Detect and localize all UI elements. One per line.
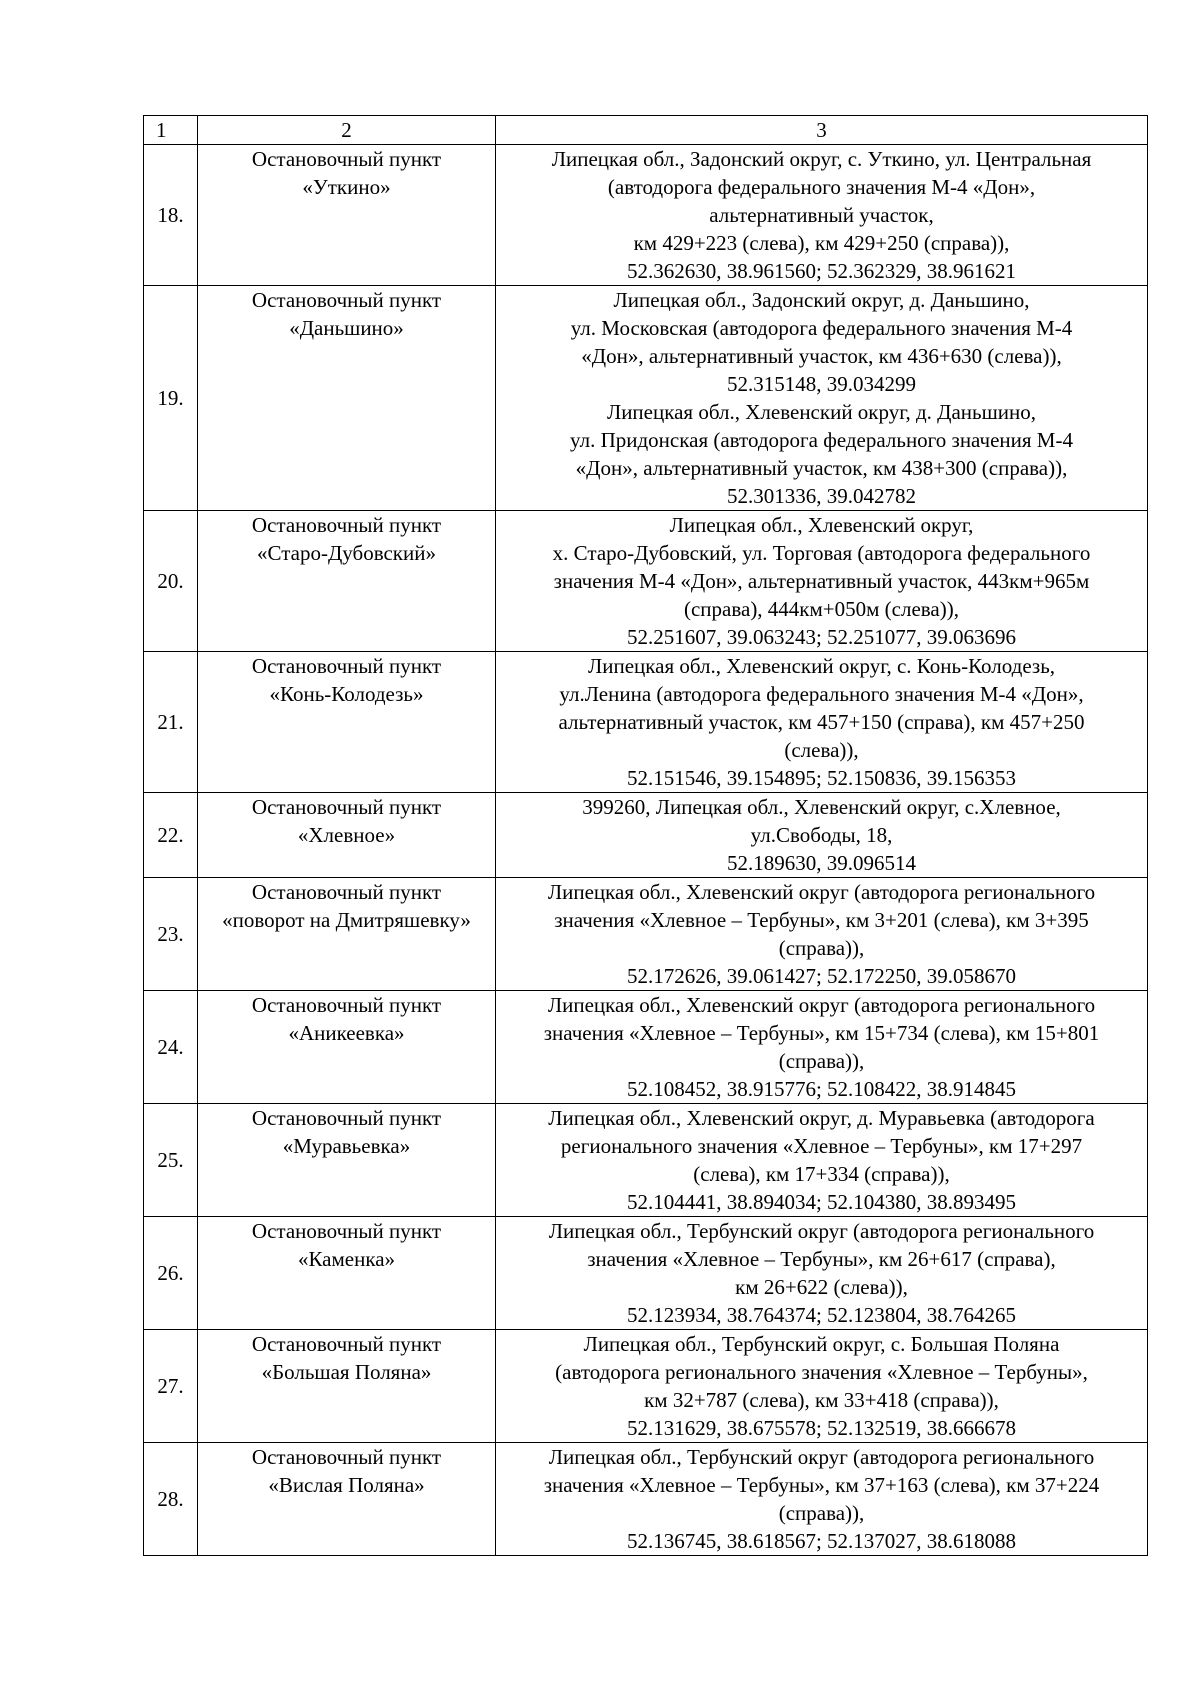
stop-name-line: «Муравьевка»: [282, 1134, 411, 1158]
stop-address-line: км 32+787 (слева), км 33+418 (справа)),: [644, 1388, 999, 1412]
stop-name-line: «поворот на Дмитряшевку»: [222, 908, 471, 932]
stop-address-line: Липецкая обл., Хлевенский округ (автодорога регионального: [547, 880, 1096, 904]
stop-name-cell: [198, 1443, 496, 1556]
stop-address-line: (справа), 444км+050м (слева)),: [683, 597, 959, 621]
stop-name-line: Остановочный пункт: [251, 1106, 442, 1130]
header-col-2: 2: [198, 116, 496, 145]
stop-name-line: «Даньшино»: [289, 316, 404, 340]
stop-name-cell: [198, 1330, 496, 1443]
stop-address-line: (слева), км 17+334 (справа)),: [693, 1162, 950, 1186]
stop-name-line: «Хлевное»: [297, 823, 396, 847]
stop-address-line: 52.251607, 39.063243; 52.251077, 39.063696: [626, 625, 1017, 649]
stop-address-line: км 429+223 (слева), км 429+250 (справа)),: [633, 231, 1010, 255]
row-number: 25.: [144, 1104, 198, 1217]
stop-name-line: «Уткино»: [302, 175, 391, 199]
stop-name-cell: [198, 652, 496, 793]
stop-address-line: ул.Свободы, 18,: [750, 823, 893, 847]
stop-address-line: 52.123934, 38.764374; 52.123804, 38.764265: [626, 1303, 1017, 1327]
stop-address-line: Липецкая обл., Хлевенский округ, с. Конь-Колодезь,: [587, 654, 1056, 678]
row-number: 24.: [144, 991, 198, 1104]
table-row: [144, 793, 1148, 878]
row-number: 26.: [144, 1217, 198, 1330]
stop-address-cell: [496, 793, 1148, 878]
stop-address-line: х. Старо-Дубовский, ул. Торговая (автодорога федерального: [552, 541, 1091, 565]
stop-address-cell: [496, 145, 1148, 286]
stop-name-line: «Каменка»: [297, 1247, 396, 1271]
stop-address-line: Липецкая обл., Тербунский округ, с. Большая Поляна: [583, 1332, 1060, 1356]
stop-name-line: Остановочный пункт: [251, 147, 442, 171]
row-number: 20.: [144, 511, 198, 652]
stop-address-line: км 26+622 (слева)),: [735, 1275, 908, 1299]
stop-address-cell: [496, 652, 1148, 793]
stop-name-line: Остановочный пункт: [251, 654, 442, 678]
stop-name-line: «Аникеевка»: [288, 1021, 405, 1045]
stop-name-line: Остановочный пункт: [251, 795, 442, 819]
stop-address-line: ул. Придонская (автодорога федерального значения М-4: [570, 428, 1073, 452]
table-row: [144, 145, 1148, 286]
header-col-1: 1: [144, 116, 198, 145]
stop-address-line: Липецкая обл., Хлевенский округ, д. Муравьевка (автодорога: [548, 1106, 1095, 1130]
stop-address-line: (справа)),: [778, 1049, 865, 1073]
stop-address-cell: [496, 1443, 1148, 1556]
table-row: [144, 286, 1148, 511]
row-number: 27.: [144, 1330, 198, 1443]
stop-address-line: (автодорога регионального значения «Хлевное – Тербуны»,: [555, 1360, 1088, 1384]
stop-address-line: значения «Хлевное – Тербуны», км 26+617 (справа),: [587, 1247, 1056, 1271]
stop-name-cell: [198, 511, 496, 652]
stop-name-line: «Большая Поляна»: [261, 1360, 432, 1384]
stop-address-line: 52.315148, 39.034299: [727, 372, 916, 396]
stop-name-line: «Старо-Дубовский»: [256, 541, 436, 565]
stop-address-line: Липецкая обл., Задонский округ, д. Даньшино,: [613, 288, 1030, 312]
stop-address-line: (автодорога федерального значения М-4 «Дон»,: [607, 175, 1036, 199]
stop-address-cell: [496, 1217, 1148, 1330]
table-row: [144, 1217, 1148, 1330]
stop-address-line: 399260, Липецкая обл., Хлевенский округ, с.Хлевное,: [582, 795, 1061, 819]
row-number: 19.: [144, 286, 198, 511]
stop-address-line: (справа)),: [778, 936, 865, 960]
stop-address-line: 52.172626, 39.061427; 52.172250, 39.058670: [626, 964, 1017, 988]
stop-name-line: «Конь-Колодезь»: [269, 682, 424, 706]
row-number: 21.: [144, 652, 198, 793]
stop-address-line: 52.104441, 38.894034; 52.104380, 38.893495: [626, 1190, 1017, 1214]
table-row: [144, 1330, 1148, 1443]
table-row: [144, 991, 1148, 1104]
stop-address-line: Липецкая обл., Хлевенский округ,: [669, 513, 974, 537]
stop-address-line: 52.136745, 38.618567; 52.137027, 38.618088: [626, 1529, 1017, 1553]
stop-name-cell: [198, 878, 496, 991]
table-header-row: [144, 116, 1148, 145]
stop-name-line: Остановочный пункт: [251, 288, 442, 312]
stop-address-line: значения «Хлевное – Тербуны», км 37+163 (слева), км 37+224: [543, 1473, 1100, 1497]
stop-address-line: ул.Ленина (автодорога федерального значения М-4 «Дон»,: [559, 682, 1084, 706]
stop-name-cell: [198, 286, 496, 511]
stop-name-cell: [198, 991, 496, 1104]
stop-address-line: 52.362630, 38.961560; 52.362329, 38.961621: [626, 259, 1017, 283]
stop-name-line: Остановочный пункт: [251, 880, 442, 904]
stop-address-line: значения «Хлевное – Тербуны», км 15+734 (слева), км 15+801: [543, 1021, 1100, 1045]
table-row: [144, 1443, 1148, 1556]
stop-address-line: «Дон», альтернативный участок, км 438+300 (справа)),: [575, 456, 1068, 480]
row-number: 23.: [144, 878, 198, 991]
stop-address-line: значения М-4 «Дон», альтернативный участок, 443км+965м: [553, 569, 1090, 593]
stop-address-line: 52.301336, 39.042782: [727, 484, 916, 508]
stop-address-cell: [496, 511, 1148, 652]
stop-address-line: альтернативный участок, км 457+150 (справа), км 457+250: [558, 710, 1085, 734]
table-body: [144, 116, 1148, 1556]
stop-name-line: Остановочный пункт: [251, 993, 442, 1017]
stop-address-line: 52.189630, 39.096514: [727, 851, 916, 875]
stop-name-line: «Вислая Поляна»: [268, 1473, 425, 1497]
row-number: 18.: [144, 145, 198, 286]
stop-address-line: регионального значения «Хлевное – Тербуны», км 17+297: [560, 1134, 1083, 1158]
table-row: [144, 652, 1148, 793]
stop-address-line: 52.108452, 38.915776; 52.108422, 38.914845: [626, 1077, 1017, 1101]
stop-address-cell: [496, 1330, 1148, 1443]
table-row: [144, 1104, 1148, 1217]
stop-address-line: 52.151546, 39.154895; 52.150836, 39.156353: [626, 766, 1017, 790]
stop-name-cell: [198, 1217, 496, 1330]
stop-name-cell: [198, 145, 496, 286]
stop-address-cell: [496, 1104, 1148, 1217]
bus-stops-table: [143, 115, 1148, 1556]
stop-address-line: альтернативный участок,: [709, 203, 934, 227]
stop-address-line: Липецкая обл., Тербунский округ (автодорога регионального: [548, 1219, 1095, 1243]
stop-address-cell: [496, 991, 1148, 1104]
stop-name-line: Остановочный пункт: [251, 1219, 442, 1243]
stop-name-line: Остановочный пункт: [251, 1332, 442, 1356]
stop-name-cell: [198, 1104, 496, 1217]
stop-address-cell: [496, 878, 1148, 991]
stop-address-line: (справа)),: [778, 1501, 865, 1525]
stop-name-line: Остановочный пункт: [251, 513, 442, 537]
row-number: 28.: [144, 1443, 198, 1556]
row-number: 22.: [144, 793, 198, 878]
stop-address-line: Липецкая обл., Задонский округ, с. Уткино, ул. Центральная: [551, 147, 1092, 171]
stop-address-line: ул. Московская (автодорога федерального значения М-4: [570, 316, 1073, 340]
stop-name-line: Остановочный пункт: [251, 1445, 442, 1469]
stop-address-line: Липецкая обл., Хлевенский округ (автодорога регионального: [547, 993, 1096, 1017]
stop-address-line: «Дон», альтернативный участок, км 436+630 (слева)),: [581, 344, 1062, 368]
stop-address-line: (слева)),: [784, 738, 859, 762]
stop-address-line: Липецкая обл., Хлевенский округ, д. Даньшино,: [606, 400, 1037, 424]
table-row: [144, 878, 1148, 991]
header-col-3: 3: [496, 116, 1148, 145]
stop-address-line: значения «Хлевное – Тербуны», км 3+201 (слева), км 3+395: [554, 908, 1089, 932]
stop-address-cell: [496, 286, 1148, 511]
stop-address-line: 52.131629, 38.675578; 52.132519, 38.666678: [626, 1416, 1017, 1440]
stop-address-line: Липецкая обл., Тербунский округ (автодорога регионального: [548, 1445, 1095, 1469]
table-row: [144, 511, 1148, 652]
stop-name-cell: [198, 793, 496, 878]
